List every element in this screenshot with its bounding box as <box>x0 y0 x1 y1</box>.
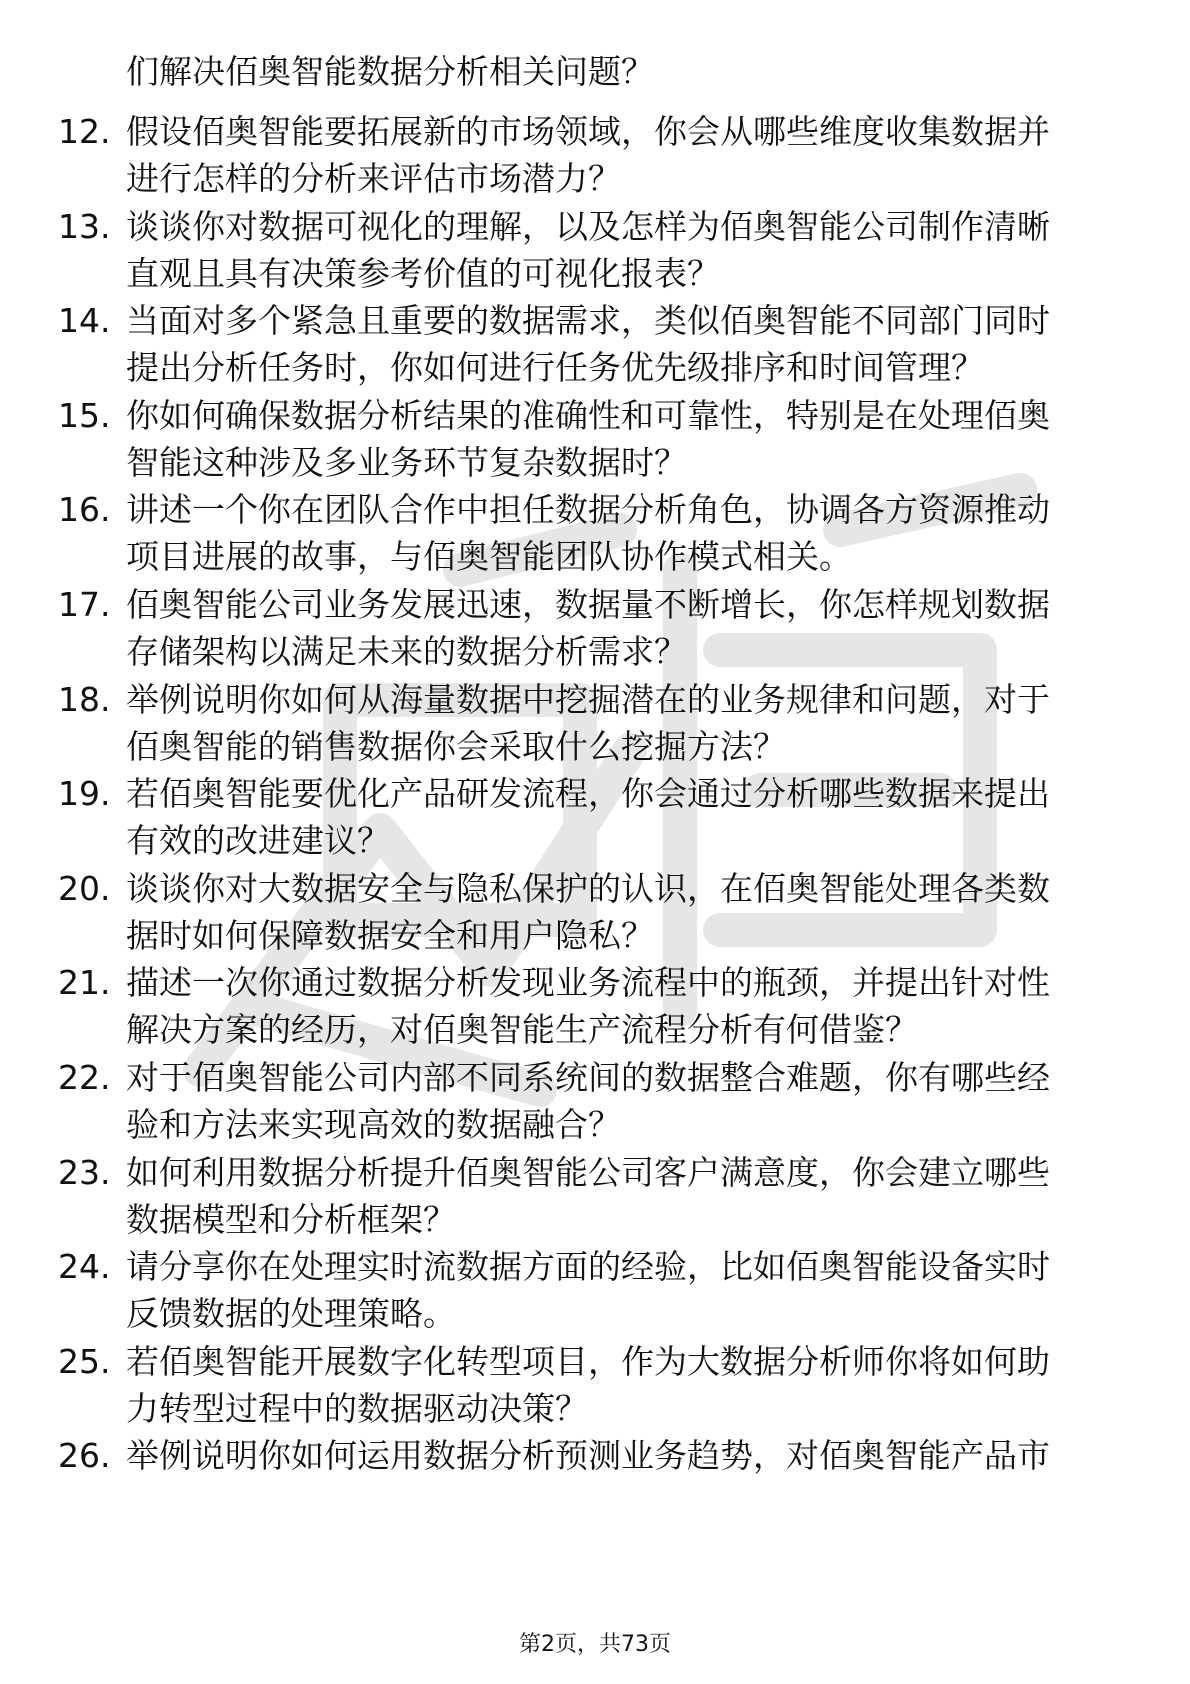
question-text-line: 进行怎样的分析来评估市场潜力？ <box>126 159 621 198</box>
question-text <box>126 865 1126 959</box>
question-text-line: 假设佰奥智能要拓展新的市场领域，你会从哪些维度收集数据并 <box>126 112 1050 151</box>
question-text <box>126 1243 1126 1337</box>
question-text <box>126 108 1126 202</box>
question-text-line: 佰奥智能公司业务发展迅速，数据量不断增长，你怎样规划数据 <box>126 585 1050 624</box>
question-number: 24. <box>58 1247 111 1287</box>
question-text-line: 举例说明你如何从海量数据中挖掘潜在的业务规律和问题，对于 <box>126 679 1050 719</box>
question-text-line: 存储架构以满足未来的数据分析需求？ <box>126 632 687 671</box>
question-text <box>126 1432 1126 1479</box>
question-text <box>126 1054 1126 1148</box>
question-number: 17. <box>58 585 111 624</box>
question-text-line: 提出分析任务时，你如何进行任务优先级排序和时间管理？ <box>126 348 984 388</box>
question-number: 25. <box>58 1341 111 1381</box>
question-text-line: 智能这种涉及多业务环节复杂数据时？ <box>126 442 687 482</box>
question-text-line: 若佰奥智能开展数字化转型项目，作为大数据分析师你将如何助 <box>126 1341 1050 1381</box>
question-text-line: 若佰奥智能要优化产品研发流程，你会通过分析哪些数据来提出 <box>126 774 1050 814</box>
question-text <box>126 676 1126 770</box>
question-number: 18. <box>58 679 111 719</box>
question-text-line: 谈谈你对大数据安全与隐私保护的认识，在佰奥智能处理各类数 <box>126 868 1050 908</box>
question-text <box>126 297 1126 391</box>
question-text-line: 佰奥智能的销售数据你会采取什么挖掘方法？ <box>126 726 786 766</box>
question-number: 23. <box>58 1152 111 1192</box>
question-text-line: 验和方法来实现高效的数据融合？ <box>126 1105 621 1144</box>
question-text-line: 反馈数据的处理策略。 <box>126 1294 456 1334</box>
question-text-line: 直观且具有决策参考价值的可视化报表？ <box>126 253 720 293</box>
question-text <box>126 486 1126 580</box>
question-number: 19. <box>58 774 111 814</box>
question-text <box>126 203 1126 297</box>
question-text-line: 解决方案的经历，对佰奥智能生产流程分析有何借鉴？ <box>126 1010 918 1050</box>
question-number: 22. <box>58 1058 111 1097</box>
question-number: 26. <box>58 1436 111 1476</box>
question-number: 15. <box>58 395 111 435</box>
question-text-line: 举例说明你如何运用数据分析预测业务趋势，对佰奥智能产品市 <box>126 1436 1050 1476</box>
question-number: 21. <box>58 963 111 1003</box>
question-text-line: 你如何确保数据分析结果的准确性和可靠性，特别是在处理佰奥 <box>126 395 1050 435</box>
question-text-line: 谈谈你对数据可视化的理解，以及怎样为佰奥智能公司制作清晰 <box>126 206 1050 246</box>
question-text-line: 据时如何保障数据安全和用户隐私？ <box>126 915 654 955</box>
question-text-line: 项目进展的故事，与佰奥智能团队协作模式相关。 <box>126 537 852 577</box>
question-text-line: 如何利用数据分析提升佰奥智能公司客户满意度，你会建立哪些 <box>126 1152 1050 1192</box>
question-number: 14. <box>58 301 111 341</box>
question-number: 12. <box>58 112 111 151</box>
page-number: 第2页，共73页 <box>519 1632 671 1657</box>
question-text-line: 描述一次你通过数据分析发现业务流程中的瓶颈，并提出针对性 <box>126 963 1050 1003</box>
continued-question-text: 们解决佰奥智能数据分析相关问题？ <box>126 52 654 91</box>
question-text <box>126 392 1126 486</box>
question-text-line: 请分享你在处理实时流数据方面的经验，比如佰奥智能设备实时 <box>126 1247 1050 1287</box>
question-text-line: 力转型过程中的数据驱动决策？ <box>126 1388 588 1428</box>
question-text-line: 讲述一个你在团队合作中担任数据分析角色，协调各方资源推动 <box>126 490 1050 530</box>
question-text <box>126 1338 1126 1432</box>
question-number: 20. <box>58 868 111 908</box>
question-text-line: 当面对多个紧急且重要的数据需求，类似佰奥智能不同部门同时 <box>126 301 1050 341</box>
question-text-line: 数据模型和分析框架？ <box>126 1199 456 1239</box>
question-text-line: 有效的改进建议？ <box>126 821 390 861</box>
question-text <box>126 581 1126 675</box>
question-number: 16. <box>58 490 111 530</box>
question-text <box>126 770 1126 864</box>
question-text <box>126 1149 1126 1243</box>
question-text-line: 对于佰奥智能公司内部不同系统间的数据整合难题，你有哪些经 <box>126 1058 1050 1097</box>
question-number: 13. <box>58 206 111 246</box>
question-text <box>126 959 1126 1053</box>
